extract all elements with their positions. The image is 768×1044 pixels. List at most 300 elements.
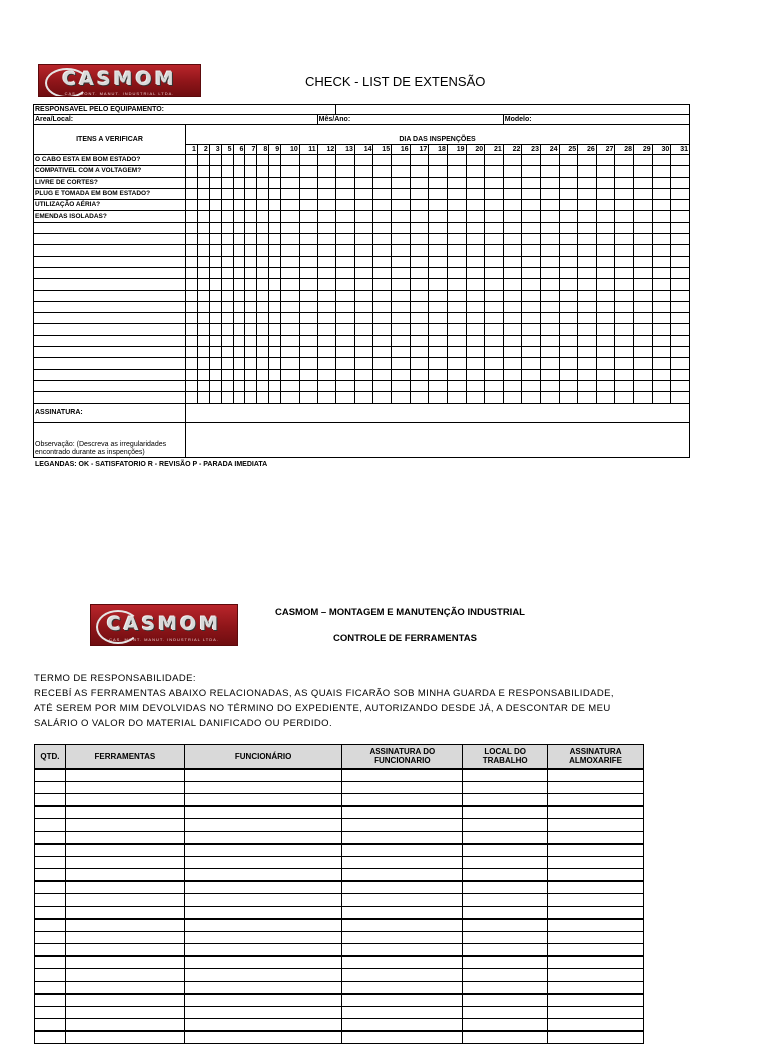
check-cell[interactable] bbox=[559, 267, 578, 278]
check-cell[interactable] bbox=[652, 211, 671, 222]
check-cell[interactable] bbox=[257, 301, 269, 312]
check-cell[interactable] bbox=[373, 234, 392, 245]
tool-cell[interactable] bbox=[65, 944, 184, 957]
check-cell[interactable] bbox=[336, 188, 355, 199]
check-cell[interactable] bbox=[578, 301, 597, 312]
tool-cell[interactable] bbox=[65, 819, 184, 832]
tool-cell[interactable] bbox=[35, 1019, 66, 1032]
check-cell[interactable] bbox=[485, 245, 504, 256]
check-cell[interactable] bbox=[410, 234, 429, 245]
tool-cell[interactable] bbox=[548, 931, 644, 944]
check-cell[interactable] bbox=[652, 347, 671, 358]
check-cell[interactable] bbox=[429, 313, 448, 324]
tool-cell[interactable] bbox=[463, 894, 548, 907]
check-cell[interactable] bbox=[197, 369, 209, 380]
tool-cell[interactable] bbox=[342, 794, 463, 807]
check-cell[interactable] bbox=[269, 267, 281, 278]
check-cell[interactable] bbox=[578, 155, 597, 166]
tool-cell[interactable] bbox=[35, 869, 66, 882]
check-cell[interactable] bbox=[634, 166, 653, 177]
check-cell[interactable] bbox=[671, 166, 690, 177]
check-cell[interactable] bbox=[429, 347, 448, 358]
tool-cell[interactable] bbox=[342, 969, 463, 982]
check-cell[interactable] bbox=[466, 222, 485, 233]
check-cell[interactable] bbox=[373, 155, 392, 166]
check-cell[interactable] bbox=[373, 177, 392, 188]
check-cell[interactable] bbox=[299, 369, 317, 380]
check-cell[interactable] bbox=[233, 245, 245, 256]
check-cell[interactable] bbox=[186, 313, 198, 324]
check-cell[interactable] bbox=[429, 256, 448, 267]
check-cell[interactable] bbox=[209, 200, 221, 211]
check-cell[interactable] bbox=[336, 324, 355, 335]
tool-cell[interactable] bbox=[463, 981, 548, 994]
check-cell[interactable] bbox=[615, 211, 634, 222]
check-cell[interactable] bbox=[373, 188, 392, 199]
check-cell[interactable] bbox=[257, 313, 269, 324]
check-cell[interactable] bbox=[299, 188, 317, 199]
check-cell[interactable] bbox=[186, 335, 198, 346]
tool-cell[interactable] bbox=[35, 981, 66, 994]
check-cell[interactable] bbox=[221, 324, 233, 335]
check-cell[interactable] bbox=[281, 369, 300, 380]
check-cell[interactable] bbox=[392, 392, 411, 403]
check-cell[interactable] bbox=[336, 200, 355, 211]
check-cell[interactable] bbox=[578, 380, 597, 391]
check-cell[interactable] bbox=[197, 324, 209, 335]
tool-cell[interactable] bbox=[342, 956, 463, 969]
check-cell[interactable] bbox=[299, 234, 317, 245]
check-cell[interactable] bbox=[373, 245, 392, 256]
check-cell[interactable] bbox=[299, 392, 317, 403]
tool-cell[interactable] bbox=[184, 831, 342, 844]
check-cell[interactable] bbox=[317, 369, 336, 380]
check-cell[interactable] bbox=[299, 324, 317, 335]
check-cell[interactable] bbox=[373, 211, 392, 222]
check-cell[interactable] bbox=[634, 200, 653, 211]
check-cell[interactable] bbox=[503, 222, 522, 233]
check-cell[interactable] bbox=[503, 290, 522, 301]
check-cell[interactable] bbox=[503, 380, 522, 391]
check-cell[interactable] bbox=[233, 155, 245, 166]
tool-cell[interactable] bbox=[35, 856, 66, 869]
check-cell[interactable] bbox=[466, 267, 485, 278]
tool-cell[interactable] bbox=[548, 981, 644, 994]
tool-cell[interactable] bbox=[184, 969, 342, 982]
check-cell[interactable] bbox=[317, 335, 336, 346]
tool-cell[interactable] bbox=[35, 819, 66, 832]
check-cell[interactable] bbox=[447, 380, 466, 391]
tool-cell[interactable] bbox=[548, 869, 644, 882]
check-cell[interactable] bbox=[503, 347, 522, 358]
check-cell[interactable] bbox=[634, 279, 653, 290]
check-cell[interactable] bbox=[596, 335, 615, 346]
tool-cell[interactable] bbox=[342, 781, 463, 794]
check-cell[interactable] bbox=[392, 369, 411, 380]
check-cell[interactable] bbox=[221, 369, 233, 380]
check-cell[interactable] bbox=[281, 279, 300, 290]
tool-cell[interactable] bbox=[463, 931, 548, 944]
check-cell[interactable] bbox=[257, 392, 269, 403]
check-cell[interactable] bbox=[615, 347, 634, 358]
check-cell[interactable] bbox=[578, 392, 597, 403]
check-cell[interactable] bbox=[336, 380, 355, 391]
check-cell[interactable] bbox=[410, 188, 429, 199]
check-cell[interactable] bbox=[503, 301, 522, 312]
check-cell[interactable] bbox=[634, 313, 653, 324]
check-cell[interactable] bbox=[447, 347, 466, 358]
check-cell[interactable] bbox=[299, 222, 317, 233]
check-cell[interactable] bbox=[429, 369, 448, 380]
check-cell[interactable] bbox=[186, 347, 198, 358]
check-cell[interactable] bbox=[317, 301, 336, 312]
check-cell[interactable] bbox=[671, 380, 690, 391]
check-cell[interactable] bbox=[354, 369, 373, 380]
check-cell[interactable] bbox=[615, 279, 634, 290]
check-cell[interactable] bbox=[209, 290, 221, 301]
check-cell[interactable] bbox=[652, 369, 671, 380]
check-cell[interactable] bbox=[522, 245, 541, 256]
check-cell[interactable] bbox=[186, 177, 198, 188]
check-cell[interactable] bbox=[299, 335, 317, 346]
tool-cell[interactable] bbox=[548, 831, 644, 844]
tool-cell[interactable] bbox=[184, 844, 342, 857]
check-cell[interactable] bbox=[559, 222, 578, 233]
check-cell[interactable] bbox=[373, 392, 392, 403]
tool-cell[interactable] bbox=[342, 894, 463, 907]
check-cell[interactable] bbox=[221, 166, 233, 177]
check-cell[interactable] bbox=[186, 267, 198, 278]
assinatura-field[interactable] bbox=[186, 403, 690, 422]
check-cell[interactable] bbox=[522, 313, 541, 324]
check-cell[interactable] bbox=[269, 324, 281, 335]
tool-cell[interactable] bbox=[342, 856, 463, 869]
check-cell[interactable] bbox=[540, 222, 559, 233]
check-cell[interactable] bbox=[392, 166, 411, 177]
check-cell[interactable] bbox=[559, 279, 578, 290]
check-cell[interactable] bbox=[221, 347, 233, 358]
check-cell[interactable] bbox=[245, 347, 257, 358]
check-cell[interactable] bbox=[652, 313, 671, 324]
tool-cell[interactable] bbox=[342, 844, 463, 857]
check-cell[interactable] bbox=[209, 155, 221, 166]
check-cell[interactable] bbox=[559, 313, 578, 324]
check-cell[interactable] bbox=[257, 166, 269, 177]
check-cell[interactable] bbox=[186, 256, 198, 267]
check-cell[interactable] bbox=[652, 267, 671, 278]
check-cell[interactable] bbox=[522, 200, 541, 211]
check-cell[interactable] bbox=[410, 392, 429, 403]
check-cell[interactable] bbox=[671, 234, 690, 245]
check-cell[interactable] bbox=[578, 177, 597, 188]
check-cell[interactable] bbox=[281, 301, 300, 312]
tool-cell[interactable] bbox=[65, 769, 184, 782]
check-cell[interactable] bbox=[257, 200, 269, 211]
check-cell[interactable] bbox=[559, 245, 578, 256]
check-cell[interactable] bbox=[245, 290, 257, 301]
check-cell[interactable] bbox=[197, 335, 209, 346]
check-cell[interactable] bbox=[485, 369, 504, 380]
check-cell[interactable] bbox=[186, 166, 198, 177]
check-cell[interactable] bbox=[522, 392, 541, 403]
check-cell[interactable] bbox=[245, 380, 257, 391]
tool-cell[interactable] bbox=[184, 769, 342, 782]
check-cell[interactable] bbox=[209, 313, 221, 324]
check-cell[interactable] bbox=[336, 155, 355, 166]
tool-cell[interactable] bbox=[548, 919, 644, 932]
check-cell[interactable] bbox=[596, 347, 615, 358]
check-cell[interactable] bbox=[503, 279, 522, 290]
check-cell[interactable] bbox=[299, 358, 317, 369]
check-cell[interactable] bbox=[392, 177, 411, 188]
check-cell[interactable] bbox=[578, 324, 597, 335]
check-cell[interactable] bbox=[522, 369, 541, 380]
check-cell[interactable] bbox=[578, 200, 597, 211]
check-cell[interactable] bbox=[540, 324, 559, 335]
check-cell[interactable] bbox=[197, 245, 209, 256]
check-cell[interactable] bbox=[615, 155, 634, 166]
check-cell[interactable] bbox=[634, 347, 653, 358]
check-cell[interactable] bbox=[233, 166, 245, 177]
tool-cell[interactable] bbox=[463, 869, 548, 882]
tool-cell[interactable] bbox=[184, 1019, 342, 1032]
check-cell[interactable] bbox=[269, 177, 281, 188]
check-cell[interactable] bbox=[269, 347, 281, 358]
check-cell[interactable] bbox=[257, 358, 269, 369]
check-cell[interactable] bbox=[281, 177, 300, 188]
check-cell[interactable] bbox=[317, 347, 336, 358]
check-cell[interactable] bbox=[485, 211, 504, 222]
check-cell[interactable] bbox=[596, 392, 615, 403]
check-cell[interactable] bbox=[485, 256, 504, 267]
check-cell[interactable] bbox=[354, 222, 373, 233]
check-cell[interactable] bbox=[485, 177, 504, 188]
check-cell[interactable] bbox=[392, 324, 411, 335]
check-cell[interactable] bbox=[299, 313, 317, 324]
check-cell[interactable] bbox=[522, 155, 541, 166]
check-cell[interactable] bbox=[257, 177, 269, 188]
check-cell[interactable] bbox=[615, 290, 634, 301]
check-cell[interactable] bbox=[578, 369, 597, 380]
check-cell[interactable] bbox=[317, 256, 336, 267]
tool-cell[interactable] bbox=[342, 931, 463, 944]
check-cell[interactable] bbox=[257, 380, 269, 391]
tool-cell[interactable] bbox=[35, 781, 66, 794]
check-cell[interactable] bbox=[317, 392, 336, 403]
check-cell[interactable] bbox=[373, 290, 392, 301]
check-cell[interactable] bbox=[485, 188, 504, 199]
check-cell[interactable] bbox=[671, 324, 690, 335]
check-cell[interactable] bbox=[209, 324, 221, 335]
check-cell[interactable] bbox=[209, 177, 221, 188]
check-cell[interactable] bbox=[233, 313, 245, 324]
check-cell[interactable] bbox=[466, 369, 485, 380]
check-cell[interactable] bbox=[373, 267, 392, 278]
check-cell[interactable] bbox=[209, 279, 221, 290]
tool-cell[interactable] bbox=[463, 881, 548, 894]
check-cell[interactable] bbox=[596, 245, 615, 256]
check-cell[interactable] bbox=[540, 267, 559, 278]
check-cell[interactable] bbox=[578, 256, 597, 267]
tool-cell[interactable] bbox=[548, 819, 644, 832]
check-cell[interactable] bbox=[578, 335, 597, 346]
check-cell[interactable] bbox=[671, 245, 690, 256]
check-cell[interactable] bbox=[233, 211, 245, 222]
check-cell[interactable] bbox=[559, 188, 578, 199]
check-cell[interactable] bbox=[317, 234, 336, 245]
check-cell[interactable] bbox=[410, 290, 429, 301]
check-cell[interactable] bbox=[233, 267, 245, 278]
check-cell[interactable] bbox=[317, 166, 336, 177]
check-cell[interactable] bbox=[634, 234, 653, 245]
check-cell[interactable] bbox=[559, 234, 578, 245]
check-cell[interactable] bbox=[336, 222, 355, 233]
tool-cell[interactable] bbox=[463, 1031, 548, 1044]
tool-cell[interactable] bbox=[35, 969, 66, 982]
tool-cell[interactable] bbox=[65, 1019, 184, 1032]
tool-cell[interactable] bbox=[65, 1006, 184, 1019]
tool-cell[interactable] bbox=[184, 944, 342, 957]
check-cell[interactable] bbox=[615, 392, 634, 403]
check-cell[interactable] bbox=[615, 301, 634, 312]
check-cell[interactable] bbox=[634, 155, 653, 166]
tool-cell[interactable] bbox=[548, 944, 644, 957]
tool-cell[interactable] bbox=[342, 906, 463, 919]
check-cell[interactable] bbox=[186, 324, 198, 335]
check-cell[interactable] bbox=[671, 200, 690, 211]
check-cell[interactable] bbox=[596, 301, 615, 312]
tool-cell[interactable] bbox=[463, 1006, 548, 1019]
check-cell[interactable] bbox=[447, 335, 466, 346]
tool-cell[interactable] bbox=[342, 831, 463, 844]
check-cell[interactable] bbox=[410, 177, 429, 188]
check-cell[interactable] bbox=[354, 380, 373, 391]
check-cell[interactable] bbox=[578, 290, 597, 301]
check-cell[interactable] bbox=[429, 392, 448, 403]
check-cell[interactable] bbox=[186, 290, 198, 301]
check-cell[interactable] bbox=[354, 166, 373, 177]
check-cell[interactable] bbox=[209, 245, 221, 256]
check-cell[interactable] bbox=[429, 290, 448, 301]
check-cell[interactable] bbox=[257, 369, 269, 380]
check-cell[interactable] bbox=[447, 211, 466, 222]
check-cell[interactable] bbox=[392, 267, 411, 278]
tool-cell[interactable] bbox=[463, 806, 548, 819]
tool-cell[interactable] bbox=[184, 931, 342, 944]
check-cell[interactable] bbox=[466, 256, 485, 267]
check-cell[interactable] bbox=[269, 222, 281, 233]
check-cell[interactable] bbox=[540, 211, 559, 222]
check-cell[interactable] bbox=[540, 234, 559, 245]
check-cell[interactable] bbox=[317, 188, 336, 199]
check-cell[interactable] bbox=[392, 155, 411, 166]
check-cell[interactable] bbox=[317, 211, 336, 222]
check-cell[interactable] bbox=[410, 347, 429, 358]
check-cell[interactable] bbox=[209, 166, 221, 177]
check-cell[interactable] bbox=[540, 392, 559, 403]
check-cell[interactable] bbox=[186, 234, 198, 245]
tool-cell[interactable] bbox=[463, 781, 548, 794]
check-cell[interactable] bbox=[447, 245, 466, 256]
check-cell[interactable] bbox=[269, 188, 281, 199]
check-cell[interactable] bbox=[245, 177, 257, 188]
check-cell[interactable] bbox=[281, 155, 300, 166]
check-cell[interactable] bbox=[671, 279, 690, 290]
check-cell[interactable] bbox=[209, 369, 221, 380]
check-cell[interactable] bbox=[317, 177, 336, 188]
check-cell[interactable] bbox=[269, 358, 281, 369]
check-cell[interactable] bbox=[317, 380, 336, 391]
check-cell[interactable] bbox=[233, 279, 245, 290]
check-cell[interactable] bbox=[540, 313, 559, 324]
check-cell[interactable] bbox=[429, 200, 448, 211]
check-cell[interactable] bbox=[233, 177, 245, 188]
tool-cell[interactable] bbox=[463, 819, 548, 832]
tool-cell[interactable] bbox=[184, 894, 342, 907]
check-cell[interactable] bbox=[429, 234, 448, 245]
check-cell[interactable] bbox=[652, 188, 671, 199]
tool-cell[interactable] bbox=[65, 994, 184, 1007]
tool-cell[interactable] bbox=[548, 994, 644, 1007]
check-cell[interactable] bbox=[354, 234, 373, 245]
check-cell[interactable] bbox=[281, 324, 300, 335]
check-cell[interactable] bbox=[317, 222, 336, 233]
check-cell[interactable] bbox=[503, 200, 522, 211]
check-cell[interactable] bbox=[373, 222, 392, 233]
check-cell[interactable] bbox=[209, 380, 221, 391]
check-cell[interactable] bbox=[392, 222, 411, 233]
check-cell[interactable] bbox=[634, 245, 653, 256]
check-cell[interactable] bbox=[281, 335, 300, 346]
check-cell[interactable] bbox=[559, 358, 578, 369]
check-cell[interactable] bbox=[221, 335, 233, 346]
check-cell[interactable] bbox=[410, 155, 429, 166]
check-cell[interactable] bbox=[197, 211, 209, 222]
check-cell[interactable] bbox=[634, 177, 653, 188]
check-cell[interactable] bbox=[671, 392, 690, 403]
check-cell[interactable] bbox=[197, 234, 209, 245]
check-cell[interactable] bbox=[197, 155, 209, 166]
check-cell[interactable] bbox=[299, 177, 317, 188]
check-cell[interactable] bbox=[671, 313, 690, 324]
check-cell[interactable] bbox=[503, 256, 522, 267]
tool-cell[interactable] bbox=[342, 981, 463, 994]
check-cell[interactable] bbox=[503, 392, 522, 403]
tool-cell[interactable] bbox=[35, 931, 66, 944]
check-cell[interactable] bbox=[485, 392, 504, 403]
check-cell[interactable] bbox=[447, 358, 466, 369]
check-cell[interactable] bbox=[447, 267, 466, 278]
check-cell[interactable] bbox=[540, 200, 559, 211]
tool-cell[interactable] bbox=[65, 919, 184, 932]
check-cell[interactable] bbox=[186, 392, 198, 403]
check-cell[interactable] bbox=[466, 200, 485, 211]
check-cell[interactable] bbox=[392, 347, 411, 358]
check-cell[interactable] bbox=[221, 301, 233, 312]
check-cell[interactable] bbox=[447, 155, 466, 166]
tool-cell[interactable] bbox=[184, 956, 342, 969]
check-cell[interactable] bbox=[281, 290, 300, 301]
check-cell[interactable] bbox=[522, 256, 541, 267]
tool-cell[interactable] bbox=[342, 806, 463, 819]
check-cell[interactable] bbox=[466, 245, 485, 256]
check-cell[interactable] bbox=[671, 267, 690, 278]
check-cell[interactable] bbox=[540, 279, 559, 290]
check-cell[interactable] bbox=[596, 324, 615, 335]
tool-cell[interactable] bbox=[184, 869, 342, 882]
tool-cell[interactable] bbox=[548, 1006, 644, 1019]
check-cell[interactable] bbox=[336, 267, 355, 278]
